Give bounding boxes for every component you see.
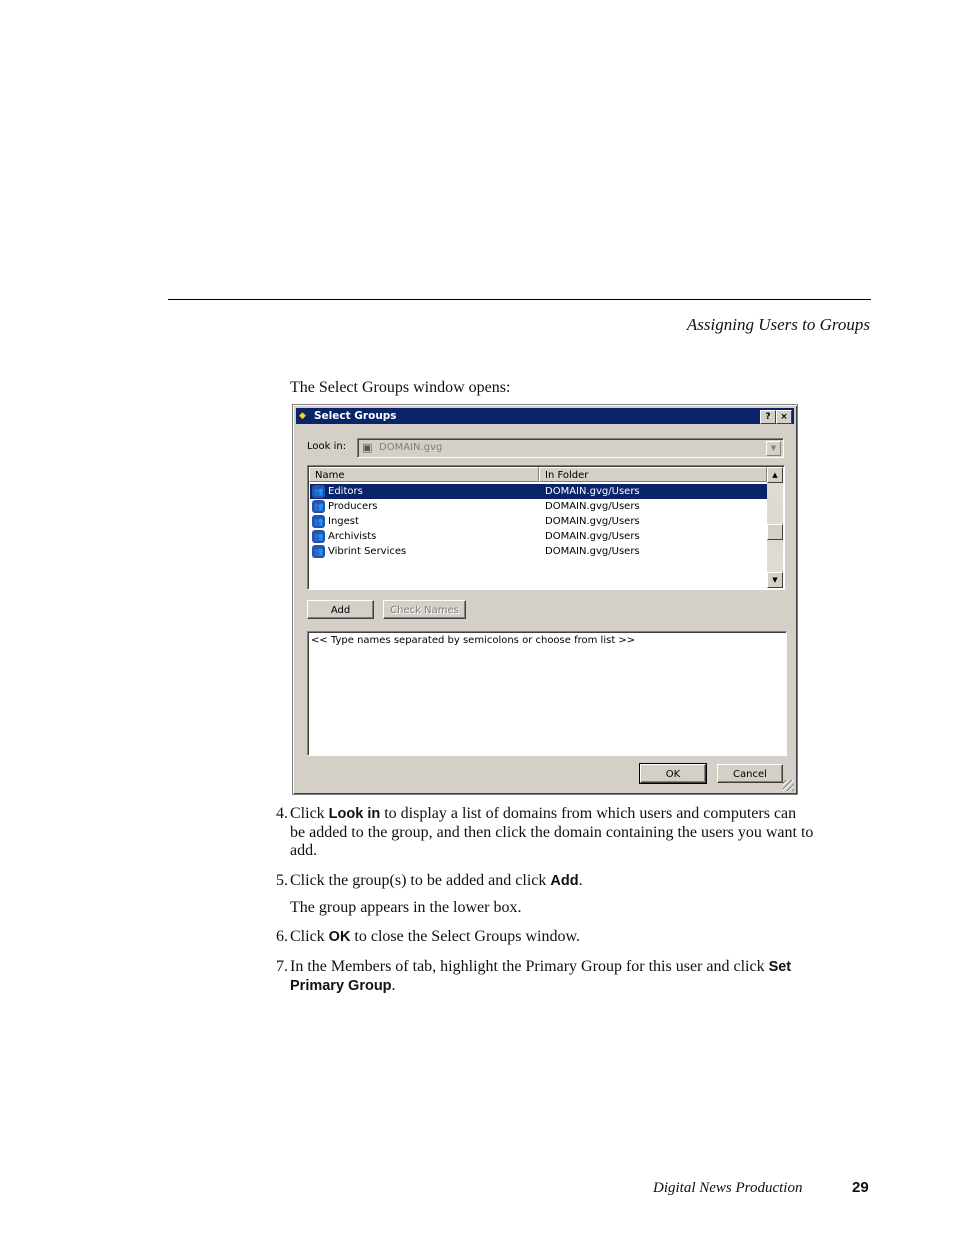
resize-grip-icon[interactable] [783, 780, 794, 791]
list-item[interactable]: 👥 Producers DOMAIN.gvg/Users [313, 501, 640, 512]
footer-title: Digital News Production [653, 1180, 803, 1196]
look-in-dropdown[interactable] [357, 438, 784, 458]
intro-text: The Select Groups window opens: [290, 379, 511, 396]
add-button[interactable]: Add [307, 600, 374, 619]
list-item[interactable]: 👥 Ingest DOMAIN.gvg/Users [313, 516, 640, 527]
list-item[interactable]: 👥 Editors DOMAIN.gvg/Users [310, 484, 768, 499]
check-names-button[interactable]: Check Names [383, 600, 466, 619]
scroll-up-icon[interactable]: ▲ [767, 467, 783, 483]
dialog-titlebar[interactable] [296, 408, 794, 424]
dialog-title: Select Groups [314, 410, 397, 422]
list-scrollbar[interactable] [767, 467, 783, 588]
list-item[interactable]: 👥 Vibrint Services DOMAIN.gvg/Users [313, 546, 640, 557]
select-groups-dialog [292, 404, 798, 795]
page-number: 29 [852, 1179, 869, 1196]
groups-icon: ◆ [299, 411, 306, 421]
group-icon: 👥 [313, 502, 324, 511]
list-item[interactable]: 👥 Archivists DOMAIN.gvg/Users [313, 531, 640, 542]
domain-icon: ▣ [362, 441, 373, 454]
column-header-name[interactable]: Name [309, 467, 539, 482]
group-icon: 👥 [313, 547, 324, 556]
column-header-in-folder[interactable]: In Folder [539, 467, 767, 482]
close-button[interactable]: × [776, 410, 792, 424]
scroll-thumb[interactable] [767, 524, 783, 540]
step-5-note: The group appears in the lower box. [290, 899, 522, 916]
groups-list[interactable] [307, 465, 785, 590]
chevron-down-icon[interactable]: ▼ [766, 441, 781, 456]
help-button[interactable]: ? [760, 410, 776, 424]
group-icon: 👥 [313, 532, 324, 541]
look-in-label: Look in: [307, 441, 347, 452]
names-entry-box[interactable] [307, 631, 787, 756]
scroll-down-icon[interactable]: ▼ [767, 572, 783, 588]
look-in-value: DOMAIN.gvg [379, 442, 443, 453]
header-rule [168, 299, 871, 300]
entry-placeholder: << Type names separated by semicolons or choose from list >> [311, 635, 636, 646]
group-icon: 👥 [313, 487, 324, 496]
section-title: Assigning Users to Groups [686, 315, 870, 334]
ok-button[interactable]: OK [640, 764, 706, 783]
group-icon: 👥 [313, 517, 324, 526]
cancel-button[interactable]: Cancel [717, 764, 783, 783]
